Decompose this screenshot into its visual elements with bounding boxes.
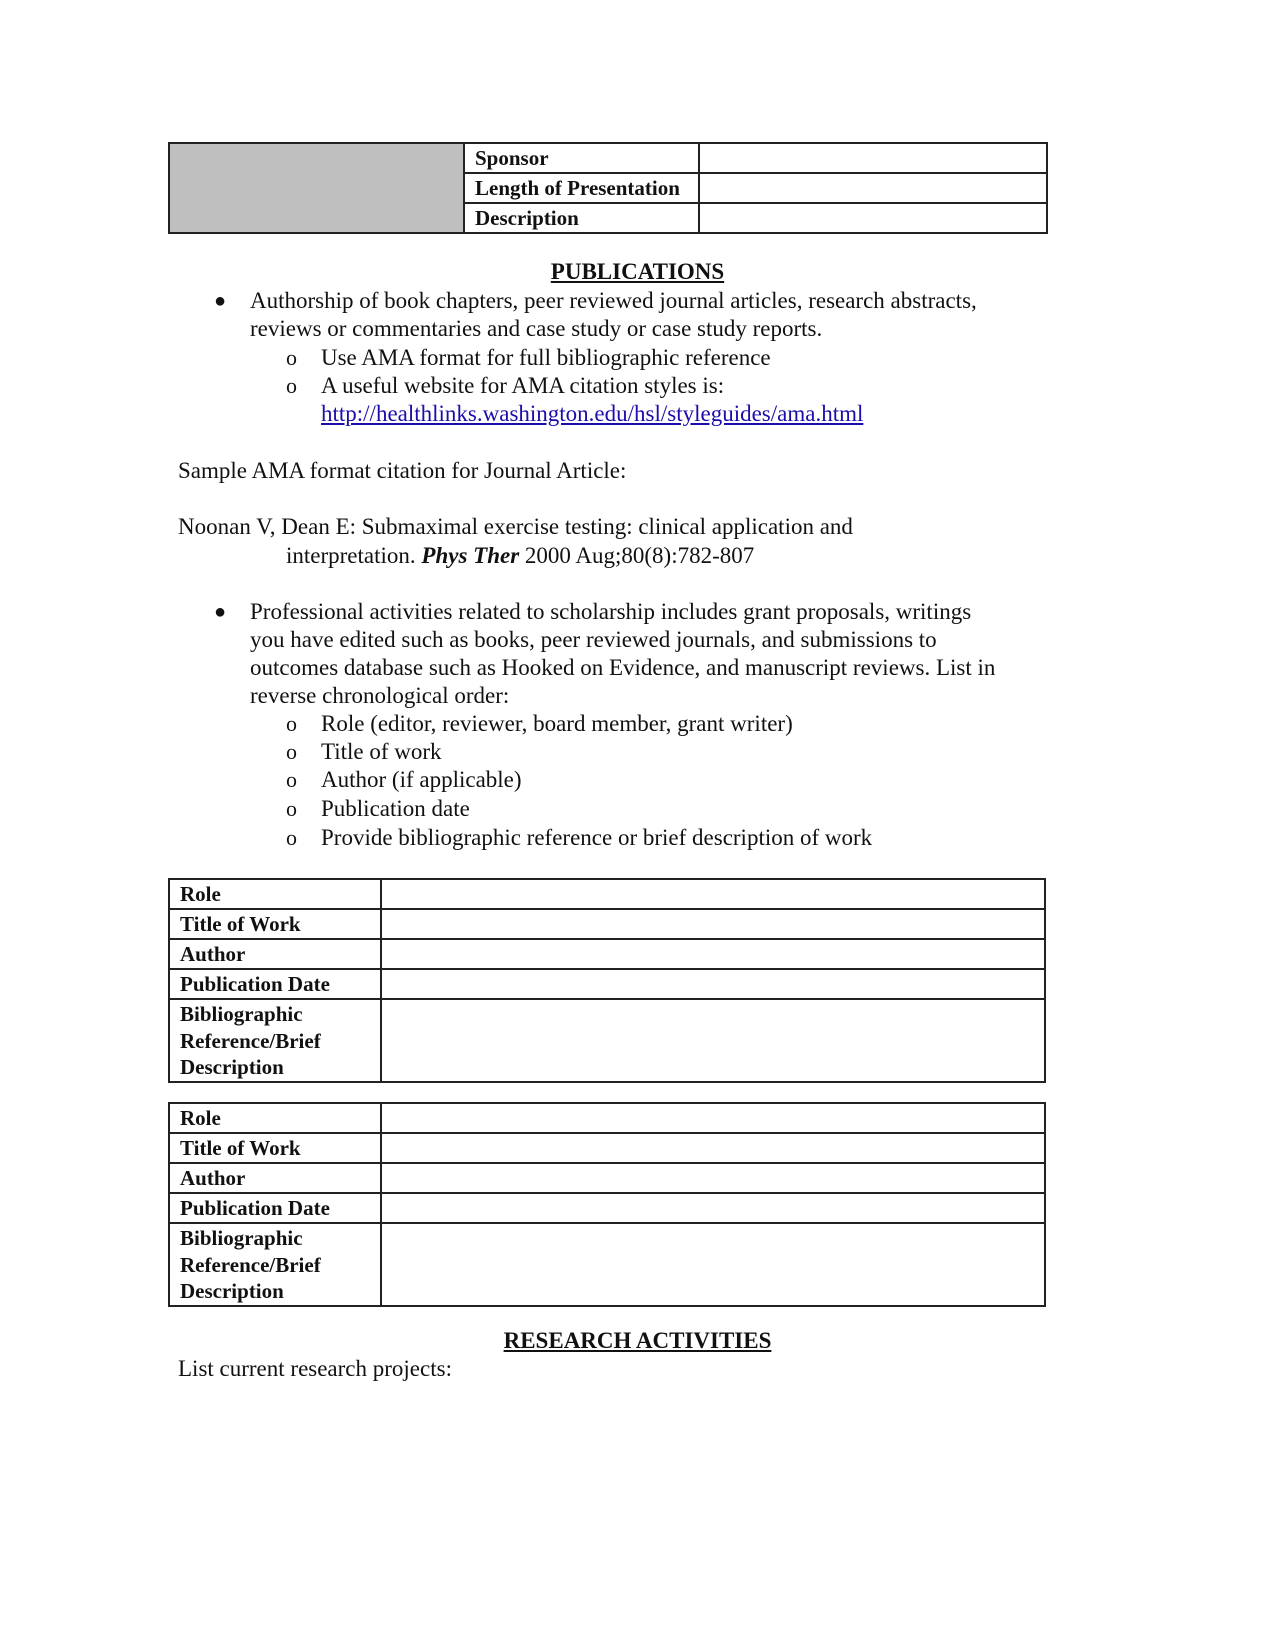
bullet2-sub-title: Title of work [321, 739, 442, 764]
research-heading: RESEARCH ACTIVITIES [503, 1328, 772, 1353]
sponsor-label: Sponsor [464, 143, 699, 173]
publication-date-label: Publication Date [169, 1193, 381, 1223]
author-label: Author [169, 1163, 381, 1193]
role-value[interactable] [381, 879, 1045, 909]
ama-style-link[interactable]: http://healthlinks.washington.edu/hsl/styleguides/ama.html [321, 401, 864, 426]
title-of-work-value[interactable] [381, 909, 1045, 939]
citation-line2-end: 2000 Aug;80(8):782-807 [519, 543, 755, 568]
bullet-marker: ● [214, 290, 227, 312]
title-of-work-label: Title of Work [169, 1133, 381, 1163]
length-value[interactable] [699, 173, 1047, 203]
title-of-work-label: Title of Work [169, 909, 381, 939]
sub-bullet-marker: o [286, 373, 297, 398]
journal-name: Phys Ther [421, 543, 520, 568]
sub-bullet-marker: o [286, 767, 297, 792]
sub-bullet-marker: o [286, 711, 297, 736]
bullet1-sub2: A useful website for AMA citation styles is: [321, 373, 725, 398]
publication-form-table-1 [168, 878, 1046, 1083]
author-value[interactable] [381, 1163, 1045, 1193]
sponsor-value[interactable] [699, 143, 1047, 173]
bullet1-line1: Authorship of book chapters, peer reviewed journal articles, research abstracts, [250, 288, 977, 313]
author-label: Author [169, 939, 381, 969]
bullet1-sub1: Use AMA format for full bibliographic reference [321, 345, 771, 370]
bullet2-sub-date: Publication date [321, 796, 470, 821]
sub-bullet-marker: o [286, 345, 297, 370]
publication-date-value[interactable] [381, 1193, 1045, 1223]
role-value[interactable] [381, 1103, 1045, 1133]
presentation-table [168, 142, 1048, 234]
bullet1-line2: reviews or commentaries and case study or case study reports. [250, 316, 823, 341]
role-label: Role [169, 1103, 381, 1133]
publication-date-value[interactable] [381, 969, 1045, 999]
bibliographic-reference-value[interactable] [381, 999, 1045, 1082]
bullet2-line3: outcomes database such as Hooked on Evidence, and manuscript reviews. List in [250, 655, 996, 680]
publication-form-table-2 [168, 1102, 1046, 1307]
description-value[interactable] [699, 203, 1047, 233]
bibliographic-reference-value[interactable] [381, 1223, 1045, 1306]
description-label: Description [464, 203, 699, 233]
bullet2-sub-reference: Provide bibliographic reference or brief description of work [321, 825, 873, 850]
sub-bullet-marker: o [286, 825, 297, 850]
citation-line1: Noonan V, Dean E: Submaximal exercise testing: clinical application and [178, 514, 853, 539]
role-label: Role [169, 879, 381, 909]
citation-line2 [286, 541, 754, 571]
bibliographic-reference-label: Bibliographic Reference/Brief Description [169, 1223, 381, 1306]
research-prompt: List current research projects: [178, 1356, 452, 1381]
title-of-work-value[interactable] [381, 1133, 1045, 1163]
citation-line2-start: interpretation. [286, 543, 422, 568]
sub-bullet-marker: o [286, 739, 297, 764]
shaded-cell [169, 143, 464, 233]
bullet2-line2: you have edited such as books, peer reviewed journals, and submissions to [250, 627, 937, 652]
author-value[interactable] [381, 939, 1045, 969]
bullet2-sub-role: Role (editor, reviewer, board member, grant writer) [321, 711, 793, 736]
publications-heading: PUBLICATIONS [550, 259, 725, 284]
length-label: Length of Presentation [464, 173, 699, 203]
bullet-marker: ● [214, 601, 227, 623]
bibliographic-reference-label: Bibliographic Reference/Brief Description [169, 999, 381, 1082]
sub-bullet-marker: o [286, 796, 297, 821]
bullet2-line1: Professional activities related to scholarship includes grant proposals, writings [250, 599, 972, 624]
bullet2-line4: reverse chronological order: [250, 683, 510, 708]
sample-label: Sample AMA format citation for Journal Article: [178, 458, 627, 483]
publication-date-label: Publication Date [169, 969, 381, 999]
bullet2-sub-author: Author (if applicable) [321, 767, 522, 792]
